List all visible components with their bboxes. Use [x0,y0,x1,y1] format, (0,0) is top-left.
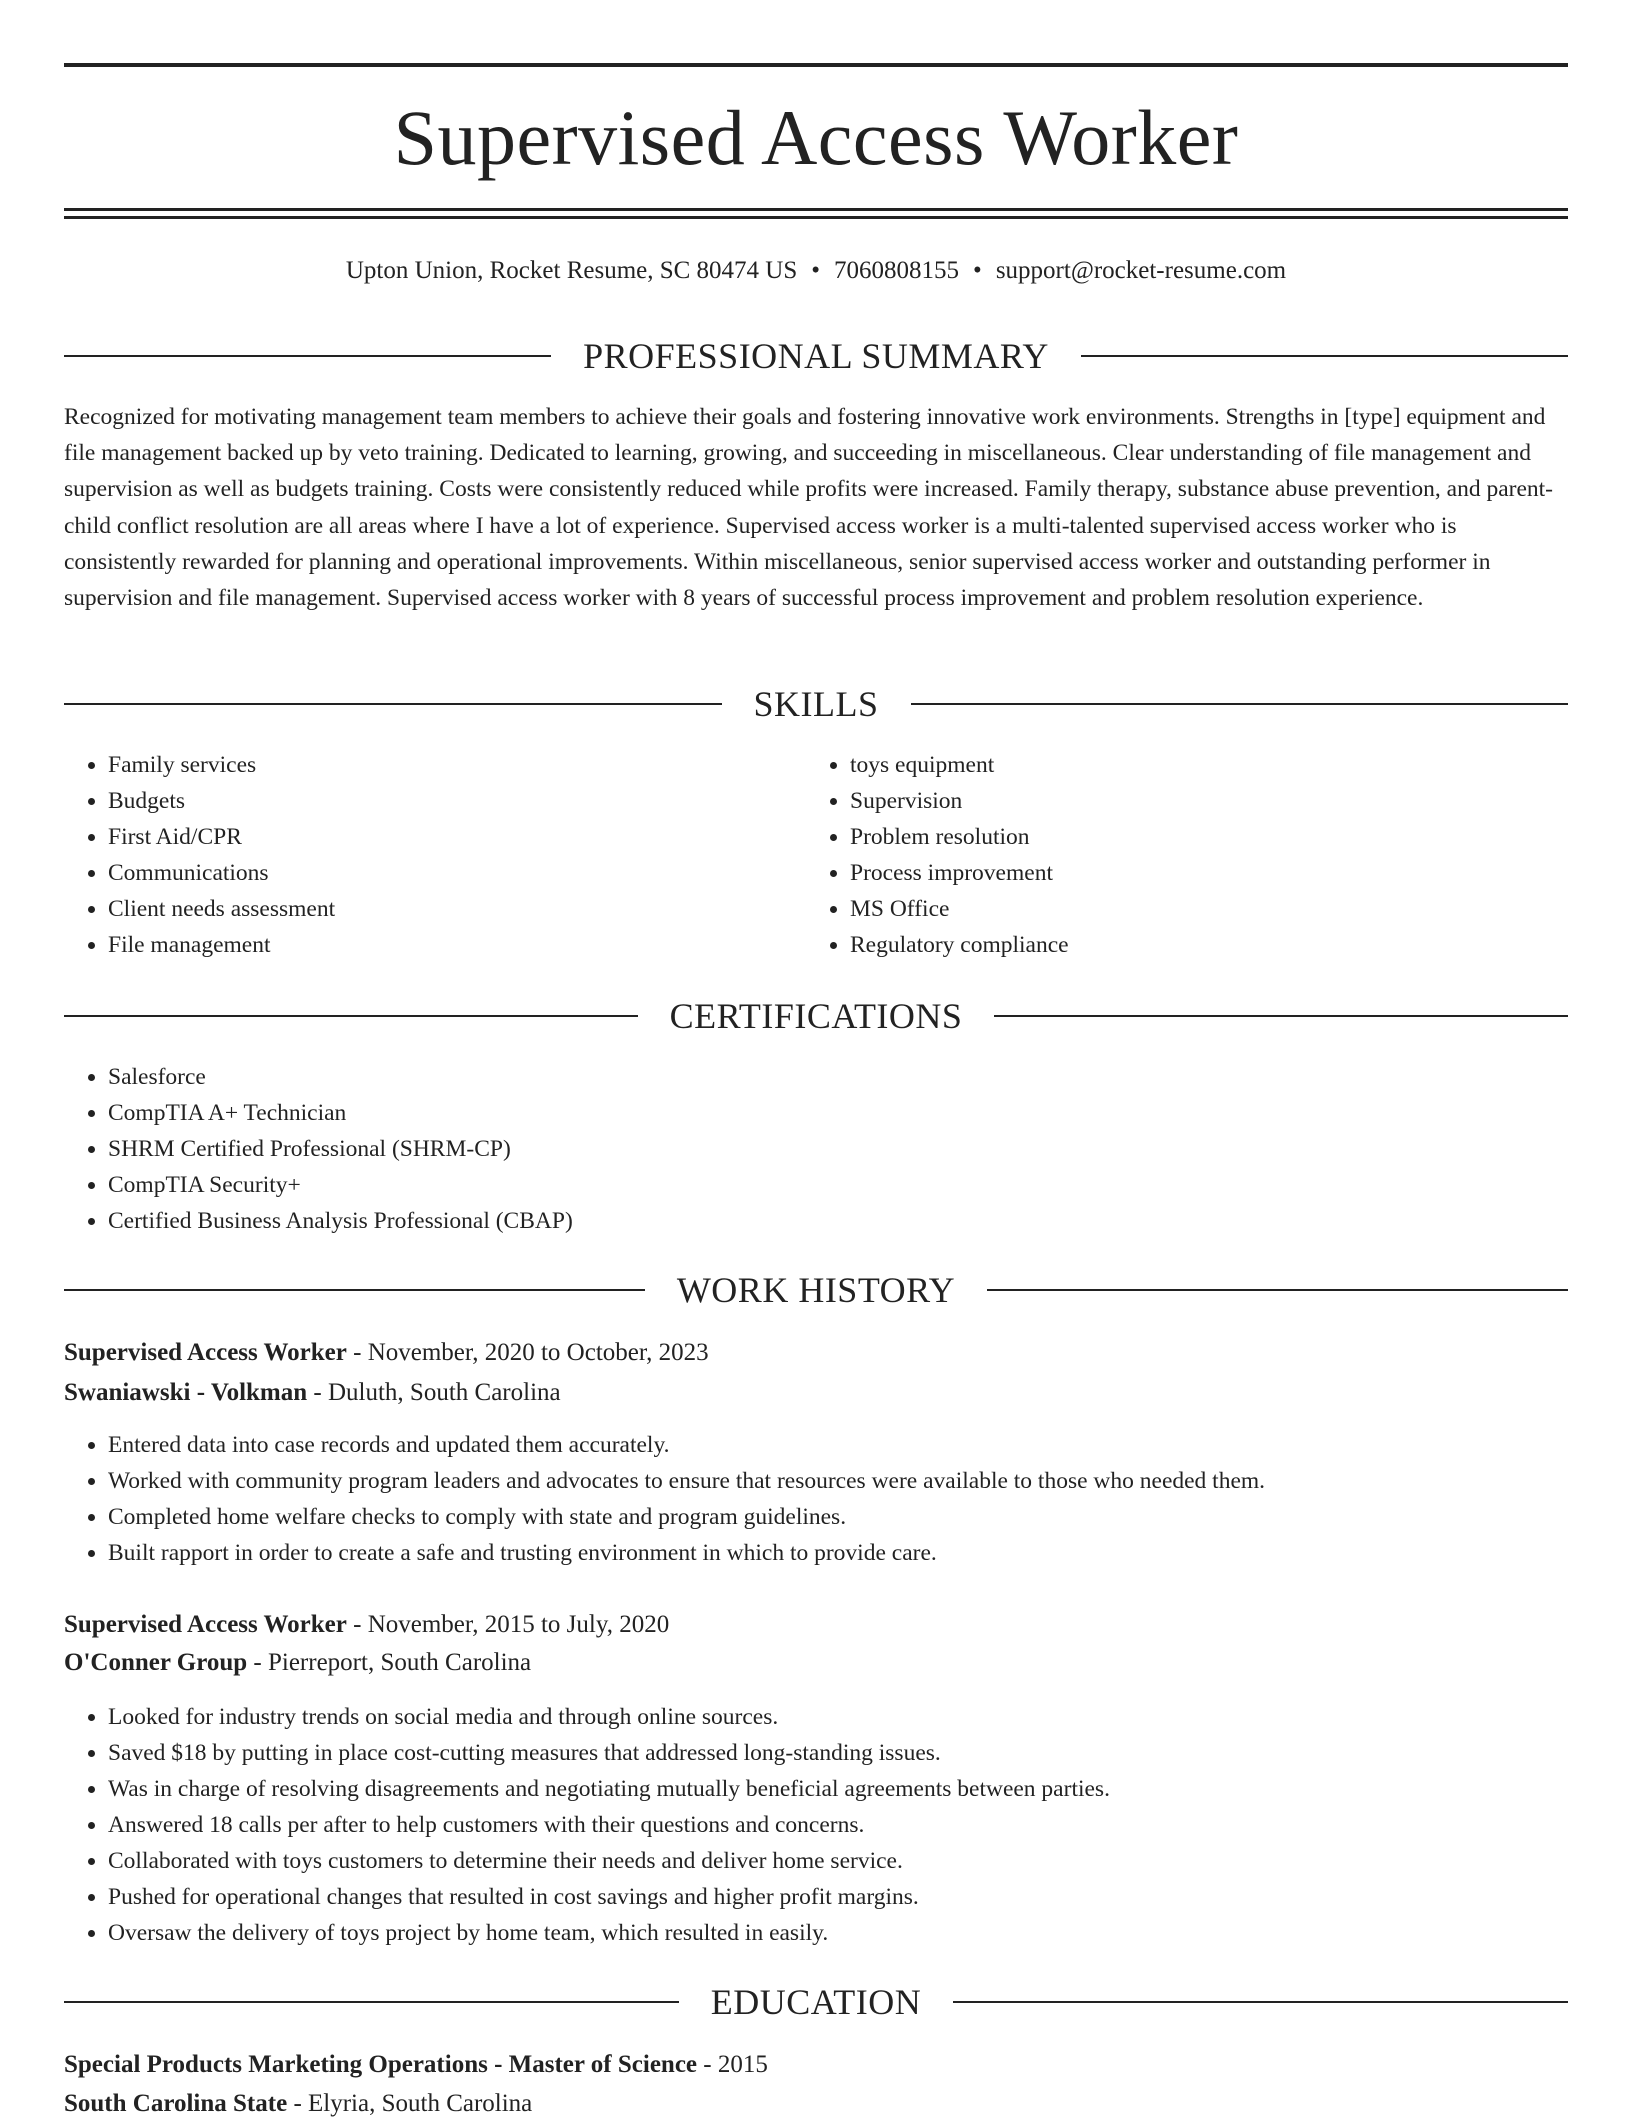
skill-item: • Family services [108,747,808,783]
contact-email: support@rocket-resume.com [995,257,1287,284]
skill-item: • Regulatory compliance [850,927,1550,963]
job-title-line [64,1607,669,1643]
skills-section-title: SKILLS [753,684,879,724]
header-top-rule [64,63,1568,67]
skill-item: • MS Office [850,891,1550,927]
skills-list-left [64,747,808,963]
job-dates: - November, 2015 to July, 2020 [346,1611,670,1638]
contact-separator: • [811,257,821,284]
divider-line [64,703,722,705]
summary-text: Recognized for motivating management team members to achieve their goals and fostering innovative work environments. Strengths in [type] equipment and file management backed up by veto training. Dedicated to learning, growing, and succeeding in miscellaneous. Clear understanding of file management and supervision as well as budgets training. Costs were consistently reduced while profits were increased. Family therapy, substance abuse prevention, and parent-child conflict resolution are all areas where I have a lot of experience. Supervised access worker is a multi-talented supervised access worker who is consistently rewarded for planning and operational improvements. Within miscellaneous, senior supervised access worker and outstanding performer in supervision and file management. Supervised access worker with 8 years of successful process improvement and problem resolution experience. [64,404,1554,612]
education-degree: Special Products Marketing Operations - Master of Science [64,2051,698,2078]
job-bullet: • Entered data into case records and updated them accurately. [108,1427,1568,1463]
divider-line [64,1015,638,1017]
job-bullet: • Pushed for operational changes that resulted in cost savings and higher profit margins. [108,1879,1568,1915]
work-section-title: WORK HISTORY [676,1270,956,1310]
skill-item: • Communications [108,855,808,891]
divider-line [64,355,551,357]
job-bullet: • Built rapport in order to create a safe and trusting environment in which to provide care. [108,1535,1568,1571]
contact-separator: • [973,257,982,284]
job-title-line [64,1335,709,1371]
skill-item: • Budgets [108,783,808,819]
job-dates: - November, 2020 to October, 2023 [346,1339,709,1366]
divider-line [911,703,1569,705]
education-year: - 2015 [697,2051,768,2078]
education-school-line [64,2086,532,2122]
job-bullets [64,1427,1568,1571]
candidate-name: Supervised Access Worker [393,94,1239,181]
certification-item: • Certified Business Analysis Professional (CBAP) [108,1203,1568,1239]
skill-item: • Process improvement [850,855,1550,891]
job-title: Supervised Access Worker [64,1339,347,1366]
job-bullet: • Completed home welfare checks to comply with state and program guidelines. [108,1499,1568,1535]
summary-section-header [64,334,1568,378]
header-bottom-rule [64,208,1568,211]
job-bullet: • Collaborated with toys customers to determine their needs and deliver home service. [108,1843,1568,1879]
contact-address: Upton Union, Rocket Resume, SC 80474 US [345,257,798,284]
divider-line [64,2001,679,2003]
job-company-line [64,1375,561,1411]
summary-section-title: PROFESSIONAL SUMMARY [583,336,1049,376]
contact-line [64,254,1568,288]
divider-line [1081,355,1568,357]
skill-item: • File management [108,927,808,963]
job-bullet: • Answered 18 calls per after to help customers with their questions and concerns. [108,1807,1568,1843]
work-section-header [64,1268,1568,1312]
divider-line [953,2001,1568,2003]
job-bullet: • Worked with community program leaders and advocates to ensure that resources were available to those who needed them. [108,1463,1568,1499]
job-company-line [64,1645,531,1681]
job-bullet: • Oversaw the delivery of toys project by home team, which resulted in easily. [108,1915,1568,1951]
certification-item: • CompTIA Security+ [108,1167,1568,1203]
divider-line [994,1015,1568,1017]
divider-line [64,1289,645,1291]
education-section-title: EDUCATION [710,1982,922,2022]
education-school: South Carolina State [64,2090,288,2117]
skill-item: • Problem resolution [850,819,1550,855]
skill-item: • Client needs assessment [108,891,808,927]
job-bullet: • Was in charge of resolving disagreements and negotiating mutually beneficial agreements between parties. [108,1771,1568,1807]
certifications-section-title: CERTIFICATIONS [669,996,963,1036]
job-location: - Duluth, South Carolina [307,1379,561,1406]
job-bullet: • Saved $18 by putting in place cost-cutting measures that addressed long-standing issues. [108,1735,1568,1771]
job-company: Swaniawski - Volkman [64,1379,308,1406]
education-section-header [64,1980,1568,2024]
divider-line [987,1289,1568,1291]
skill-item: • Supervision [850,783,1550,819]
job-bullet: • Looked for industry trends on social media and through online sources. [108,1699,1568,1735]
job-bullets [64,1699,1568,1951]
certifications-section-header [64,994,1568,1038]
education-location: - Elyria, South Carolina [287,2090,533,2117]
header-bottom-rule-2 [64,216,1568,219]
contact-phone: 7060808155 [834,257,960,284]
skill-item: • First Aid/CPR [108,819,808,855]
skills-list-right [806,747,1550,963]
job-location: - Pierreport, South Carolina [247,1649,532,1676]
skill-item: • toys equipment [850,747,1550,783]
job-title: Supervised Access Worker [64,1611,347,1638]
certification-item: • SHRM Certified Professional (SHRM-CP) [108,1131,1568,1167]
education-degree-line [64,2047,768,2083]
job-company: O'Conner Group [64,1649,248,1676]
certifications-list [64,1059,1568,1239]
certification-item: • CompTIA A+ Technician [108,1095,1568,1131]
certification-item: • Salesforce [108,1059,1568,1095]
skills-section-header [64,682,1568,726]
